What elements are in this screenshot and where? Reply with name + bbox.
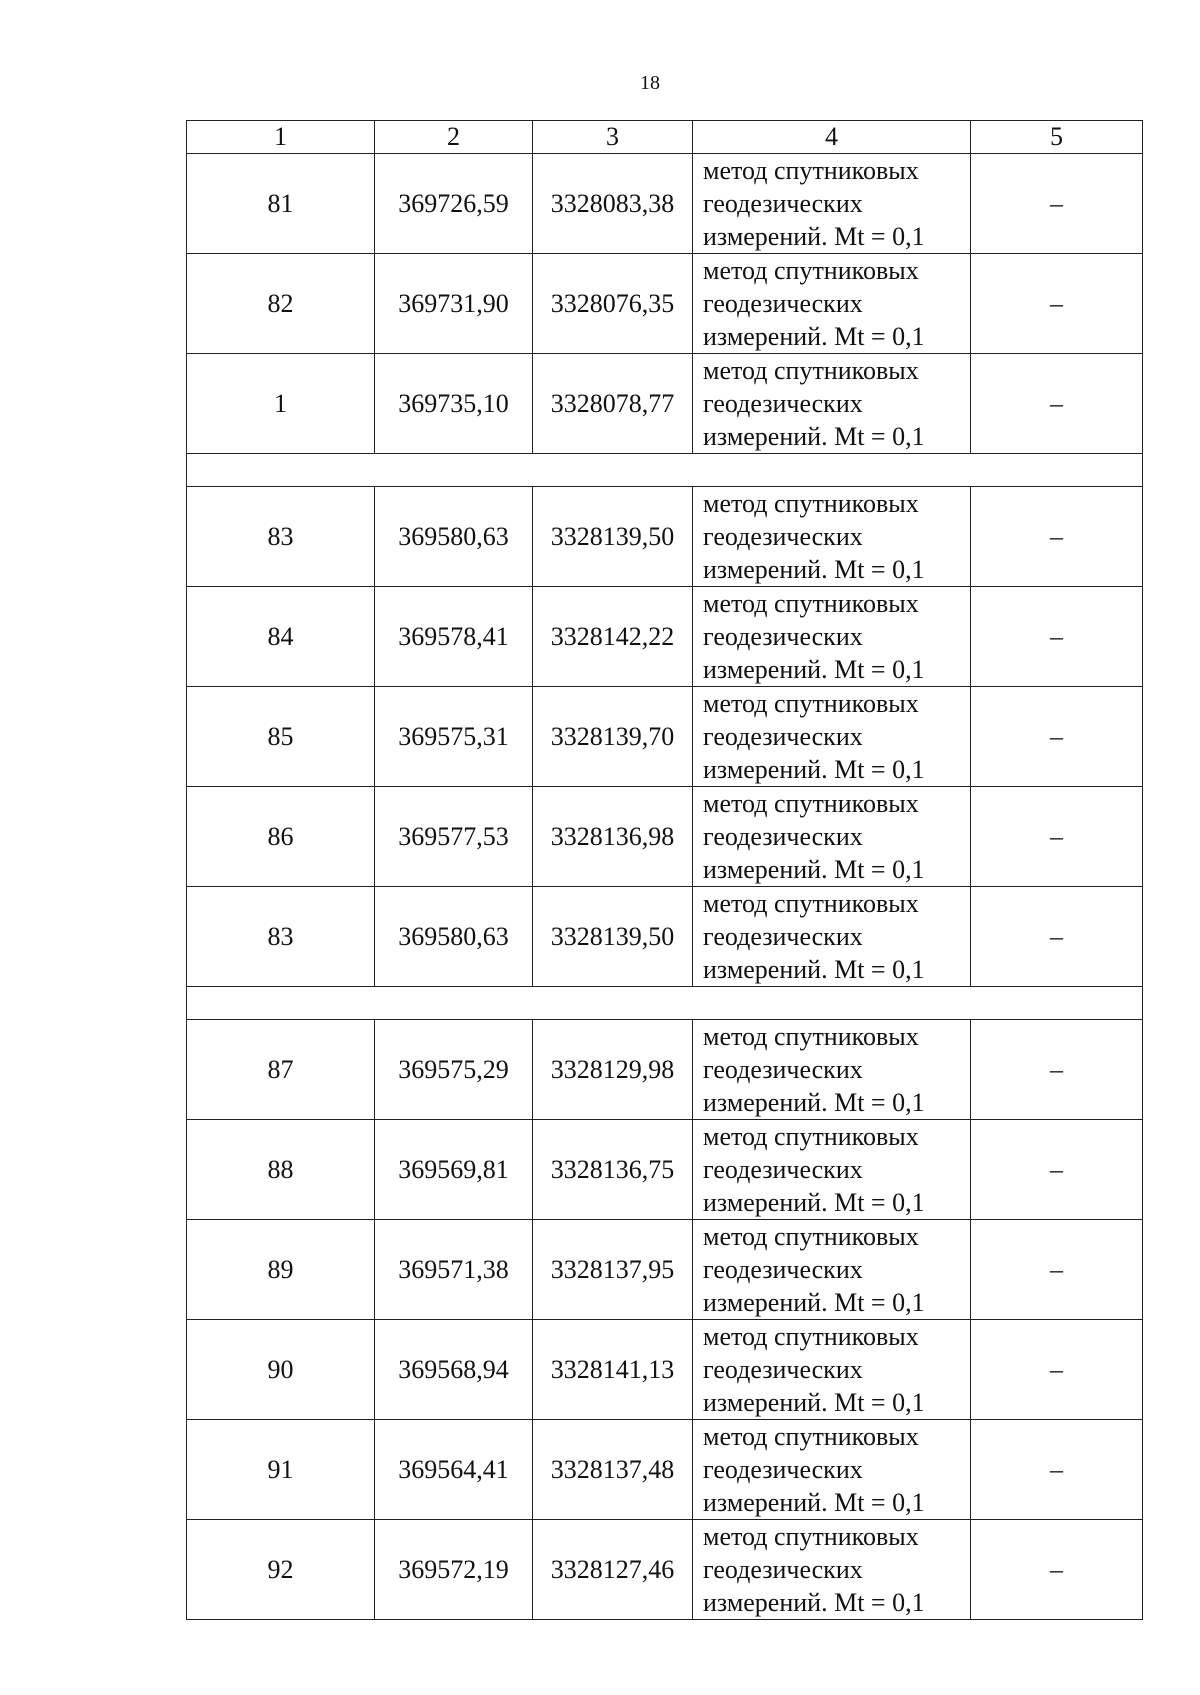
x-coordinate-cell: 369569,81 — [375, 1120, 533, 1220]
group-separator-cell — [187, 454, 1143, 487]
point-number-cell: 92 — [187, 1520, 375, 1620]
note-cell: – — [971, 587, 1143, 687]
method-line: метод спутниковых — [703, 1022, 919, 1051]
x-coordinate-cell: 369575,29 — [375, 1020, 533, 1120]
method-line: измерений. Mt = 0,1 — [703, 855, 925, 884]
method-line: метод спутниковых — [703, 689, 919, 718]
coordinates-table — [186, 120, 1143, 1620]
method-line: измерений. Mt = 0,1 — [703, 322, 925, 351]
method-cell — [693, 1120, 971, 1220]
note-cell: – — [971, 254, 1143, 354]
table-row — [187, 687, 1143, 787]
note-cell: – — [971, 487, 1143, 587]
table-row — [187, 787, 1143, 887]
method-line: метод спутниковых — [703, 356, 919, 385]
method-line: геодезических — [703, 1555, 863, 1584]
point-number-cell: 86 — [187, 787, 375, 887]
method-cell — [693, 1420, 971, 1520]
method-line: измерений. Mt = 0,1 — [703, 955, 925, 984]
y-coordinate-cell: 3328139,50 — [533, 887, 693, 987]
column-header-3: 3 — [533, 121, 693, 154]
method-line: метод спутниковых — [703, 1122, 919, 1151]
note-cell: – — [971, 1320, 1143, 1420]
table-row — [187, 1220, 1143, 1320]
group-separator-row — [187, 454, 1143, 487]
method-cell — [693, 887, 971, 987]
y-coordinate-cell: 3328139,70 — [533, 687, 693, 787]
point-number-cell: 83 — [187, 487, 375, 587]
point-number-cell: 84 — [187, 587, 375, 687]
method-cell — [693, 354, 971, 454]
table-row — [187, 254, 1143, 354]
method-line: геодезических — [703, 1255, 863, 1284]
method-line: метод спутниковых — [703, 789, 919, 818]
table-body — [187, 121, 1143, 1620]
x-coordinate-cell: 369571,38 — [375, 1220, 533, 1320]
x-coordinate-cell: 369580,63 — [375, 487, 533, 587]
x-coordinate-cell: 369577,53 — [375, 787, 533, 887]
point-number-cell: 88 — [187, 1120, 375, 1220]
y-coordinate-cell: 3328137,48 — [533, 1420, 693, 1520]
table-row — [187, 1420, 1143, 1520]
y-coordinate-cell: 3328083,38 — [533, 154, 693, 254]
method-line: геодезических — [703, 722, 863, 751]
method-line: измерений. Mt = 0,1 — [703, 222, 925, 251]
method-cell — [693, 487, 971, 587]
point-number-cell: 91 — [187, 1420, 375, 1520]
point-number-cell: 83 — [187, 887, 375, 987]
method-line: измерений. Mt = 0,1 — [703, 655, 925, 684]
note-cell: – — [971, 687, 1143, 787]
method-line: метод спутниковых — [703, 1322, 919, 1351]
x-coordinate-cell: 369578,41 — [375, 587, 533, 687]
note-cell: – — [971, 354, 1143, 454]
page-number: 18 — [640, 72, 660, 94]
column-header-2: 2 — [375, 121, 533, 154]
method-line: геодезических — [703, 189, 863, 218]
method-cell — [693, 687, 971, 787]
method-line: метод спутниковых — [703, 1422, 919, 1451]
method-line: измерений. Mt = 0,1 — [703, 1188, 925, 1217]
point-number-cell: 90 — [187, 1320, 375, 1420]
method-line: геодезических — [703, 622, 863, 651]
method-cell — [693, 787, 971, 887]
group-separator-row — [187, 987, 1143, 1020]
note-cell: – — [971, 1020, 1143, 1120]
method-cell — [693, 1020, 971, 1120]
point-number-cell: 89 — [187, 1220, 375, 1320]
table-row — [187, 1520, 1143, 1620]
note-cell: – — [971, 154, 1143, 254]
method-line: метод спутниковых — [703, 156, 919, 185]
point-number-cell: 81 — [187, 154, 375, 254]
note-cell: – — [971, 1420, 1143, 1520]
x-coordinate-cell: 369568,94 — [375, 1320, 533, 1420]
y-coordinate-cell: 3328141,13 — [533, 1320, 693, 1420]
method-cell — [693, 1520, 971, 1620]
method-line: метод спутниковых — [703, 489, 919, 518]
group-separator-cell — [187, 987, 1143, 1020]
method-line: геодезических — [703, 922, 863, 951]
method-line: метод спутниковых — [703, 1522, 919, 1551]
method-line: измерений. Mt = 0,1 — [703, 1488, 925, 1517]
y-coordinate-cell: 3328142,22 — [533, 587, 693, 687]
note-cell: – — [971, 787, 1143, 887]
x-coordinate-cell: 369726,59 — [375, 154, 533, 254]
y-coordinate-cell: 3328136,98 — [533, 787, 693, 887]
point-number-cell: 1 — [187, 354, 375, 454]
method-cell — [693, 1320, 971, 1420]
table-header-row — [187, 121, 1143, 154]
method-line: геодезических — [703, 289, 863, 318]
x-coordinate-cell: 369735,10 — [375, 354, 533, 454]
method-line: метод спутниковых — [703, 256, 919, 285]
x-coordinate-cell: 369731,90 — [375, 254, 533, 354]
method-line: метод спутниковых — [703, 1222, 919, 1251]
method-line: геодезических — [703, 389, 863, 418]
method-line: геодезических — [703, 522, 863, 551]
method-line: измерений. Mt = 0,1 — [703, 1388, 925, 1417]
x-coordinate-cell: 369580,63 — [375, 887, 533, 987]
note-cell: – — [971, 1520, 1143, 1620]
method-line: метод спутниковых — [703, 889, 919, 918]
method-cell — [693, 587, 971, 687]
method-line: метод спутниковых — [703, 589, 919, 618]
column-header-1: 1 — [187, 121, 375, 154]
note-cell: – — [971, 887, 1143, 987]
point-number-cell: 82 — [187, 254, 375, 354]
table-row — [187, 1120, 1143, 1220]
x-coordinate-cell: 369575,31 — [375, 687, 533, 787]
y-coordinate-cell: 3328076,35 — [533, 254, 693, 354]
method-line: измерений. Mt = 0,1 — [703, 1588, 925, 1617]
method-line: измерений. Mt = 0,1 — [703, 422, 925, 451]
method-line: геодезических — [703, 822, 863, 851]
point-number-cell: 87 — [187, 1020, 375, 1120]
table-row — [187, 587, 1143, 687]
y-coordinate-cell: 3328139,50 — [533, 487, 693, 587]
column-header-5: 5 — [971, 121, 1143, 154]
method-cell — [693, 254, 971, 354]
table-row — [187, 354, 1143, 454]
method-line: измерений. Mt = 0,1 — [703, 1288, 925, 1317]
column-header-4: 4 — [693, 121, 971, 154]
method-line: геодезических — [703, 1455, 863, 1484]
method-cell — [693, 1220, 971, 1320]
y-coordinate-cell: 3328137,95 — [533, 1220, 693, 1320]
method-line: геодезических — [703, 1155, 863, 1184]
table-row — [187, 487, 1143, 587]
point-number-cell: 85 — [187, 687, 375, 787]
note-cell: – — [971, 1220, 1143, 1320]
note-cell: – — [971, 1120, 1143, 1220]
method-line: геодезических — [703, 1355, 863, 1384]
method-line: геодезических — [703, 1055, 863, 1084]
method-line: измерений. Mt = 0,1 — [703, 555, 925, 584]
y-coordinate-cell: 3328078,77 — [533, 354, 693, 454]
table-row — [187, 154, 1143, 254]
x-coordinate-cell: 369564,41 — [375, 1420, 533, 1520]
y-coordinate-cell: 3328129,98 — [533, 1020, 693, 1120]
y-coordinate-cell: 3328136,75 — [533, 1120, 693, 1220]
table-row — [187, 887, 1143, 987]
method-cell — [693, 154, 971, 254]
table-row — [187, 1320, 1143, 1420]
x-coordinate-cell: 369572,19 — [375, 1520, 533, 1620]
table-row — [187, 1020, 1143, 1120]
method-line: измерений. Mt = 0,1 — [703, 1088, 925, 1117]
method-line: измерений. Mt = 0,1 — [703, 755, 925, 784]
y-coordinate-cell: 3328127,46 — [533, 1520, 693, 1620]
